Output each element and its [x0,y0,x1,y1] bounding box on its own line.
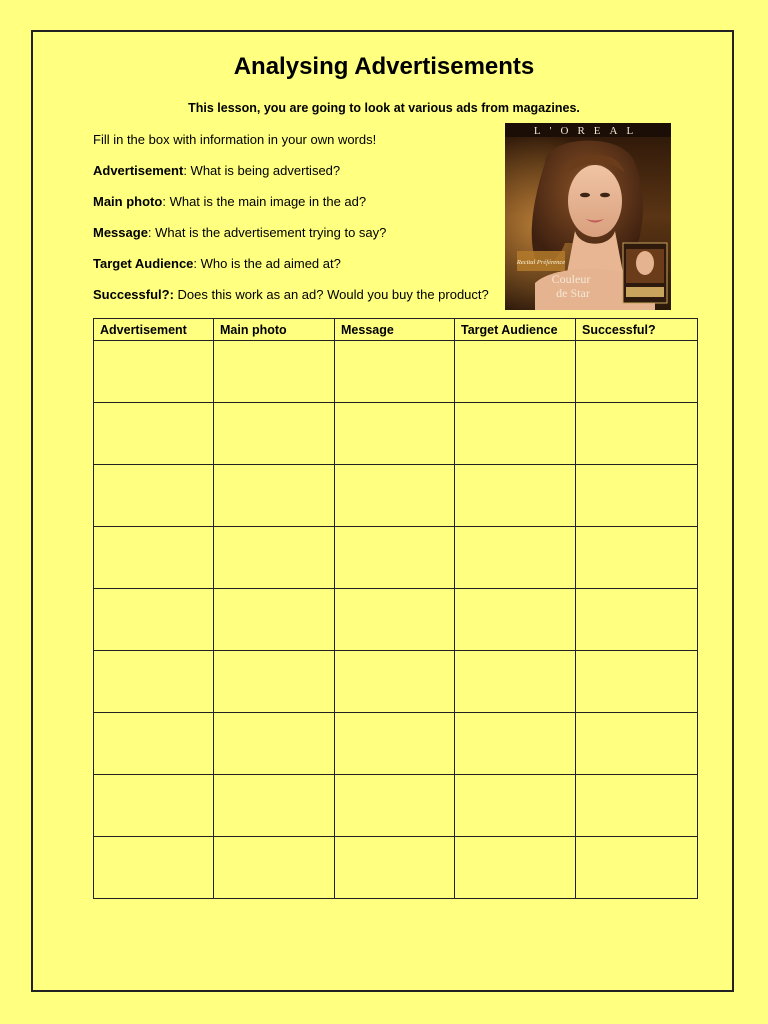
magazine-ad-image [505,123,671,310]
table-cell[interactable] [335,403,455,465]
prompt-term: Successful?: [93,287,174,302]
table-cell[interactable] [455,651,576,713]
table-cell[interactable] [335,651,455,713]
table-cell[interactable] [335,589,455,651]
ad-product-name-line1: Couleur [551,272,591,286]
table-cell[interactable] [335,775,455,837]
header-target-audience: Target Audience [455,319,576,341]
table-cell[interactable] [214,465,335,527]
table-cell[interactable] [214,837,335,899]
prompt-term: Target Audience [93,256,194,271]
ad-product-name-line2: de Star [556,286,590,300]
prompt-term: Main photo [93,194,163,209]
table-cell[interactable] [94,775,214,837]
table-cell[interactable] [335,837,455,899]
table-cell[interactable] [335,527,455,589]
prompt-term: Message [93,225,148,240]
prompt-advertisement [93,163,493,194]
table-cell[interactable] [335,465,455,527]
table-cell[interactable] [455,589,576,651]
table-cell[interactable] [576,527,698,589]
table-cell[interactable] [576,713,698,775]
table-cell[interactable] [94,341,214,403]
table-cell[interactable] [455,403,576,465]
table-cell[interactable] [214,527,335,589]
prompt-sep: : [162,194,166,209]
prompt-sep: : [147,225,152,240]
table-cell[interactable] [576,465,698,527]
ad-badge-text: Recital Préférence [516,259,566,266]
table-cell[interactable] [335,341,455,403]
prompt-text: Who is the ad aimed at? [197,256,341,271]
table-cell[interactable] [455,341,576,403]
table-cell[interactable] [94,403,214,465]
prompt-sep: : [183,163,187,178]
table-body [94,341,698,899]
table-cell[interactable] [214,651,335,713]
table-cell[interactable] [576,403,698,465]
table-row [94,403,698,465]
table-cell[interactable] [576,651,698,713]
instructions [93,132,493,318]
header-main-photo: Main photo [214,319,335,341]
prompt-text: What is being advertised? [186,163,341,178]
table-cell[interactable] [94,837,214,899]
table-cell[interactable] [214,341,335,403]
table-cell[interactable] [94,465,214,527]
prompt-main-photo [93,194,493,225]
table-cell[interactable] [94,589,214,651]
table-cell[interactable] [455,465,576,527]
analysis-table [93,318,698,899]
table-cell[interactable] [455,775,576,837]
prompt-text: Does this work as an ad? Would you buy the product? [173,287,489,302]
prompt-successful [93,287,493,318]
header-advertisement: Advertisement [94,319,214,341]
table-cell[interactable] [576,837,698,899]
prompt-target-audience [93,256,493,287]
table-header-row [94,319,698,341]
table-row [94,341,698,403]
table-cell[interactable] [576,775,698,837]
table-row [94,713,698,775]
table-cell[interactable] [576,341,698,403]
table-cell[interactable] [214,713,335,775]
intro-line: Fill in the box with information in your own words! [93,132,377,147]
prompt-sep: : [193,256,198,271]
table-row [94,589,698,651]
table-cell[interactable] [214,775,335,837]
ad-brand-logo: L'OREAL [533,125,643,137]
table-row [94,465,698,527]
table-row [94,527,698,589]
table-cell[interactable] [576,589,698,651]
header-successful: Successful? [576,319,698,341]
prompt-term: Advertisement [93,163,184,178]
table-cell[interactable] [214,589,335,651]
table-cell[interactable] [335,713,455,775]
lesson-subtitle: This lesson, you are going to look at various ads from magazines. [188,101,580,115]
prompt-text: What is the main image in the ad? [165,194,367,209]
table-cell[interactable] [214,403,335,465]
table-cell[interactable] [94,651,214,713]
table-row [94,651,698,713]
prompt-message [93,225,493,256]
table-row [94,837,698,899]
table-cell[interactable] [455,837,576,899]
prompt-text: What is the advertisement trying to say? [151,225,387,240]
table-row [94,775,698,837]
table-cell[interactable] [94,713,214,775]
table-cell[interactable] [455,527,576,589]
table-cell[interactable] [94,527,214,589]
page-title: Analysing Advertisements [233,53,535,80]
header-message: Message [335,319,455,341]
table-cell[interactable] [455,713,576,775]
